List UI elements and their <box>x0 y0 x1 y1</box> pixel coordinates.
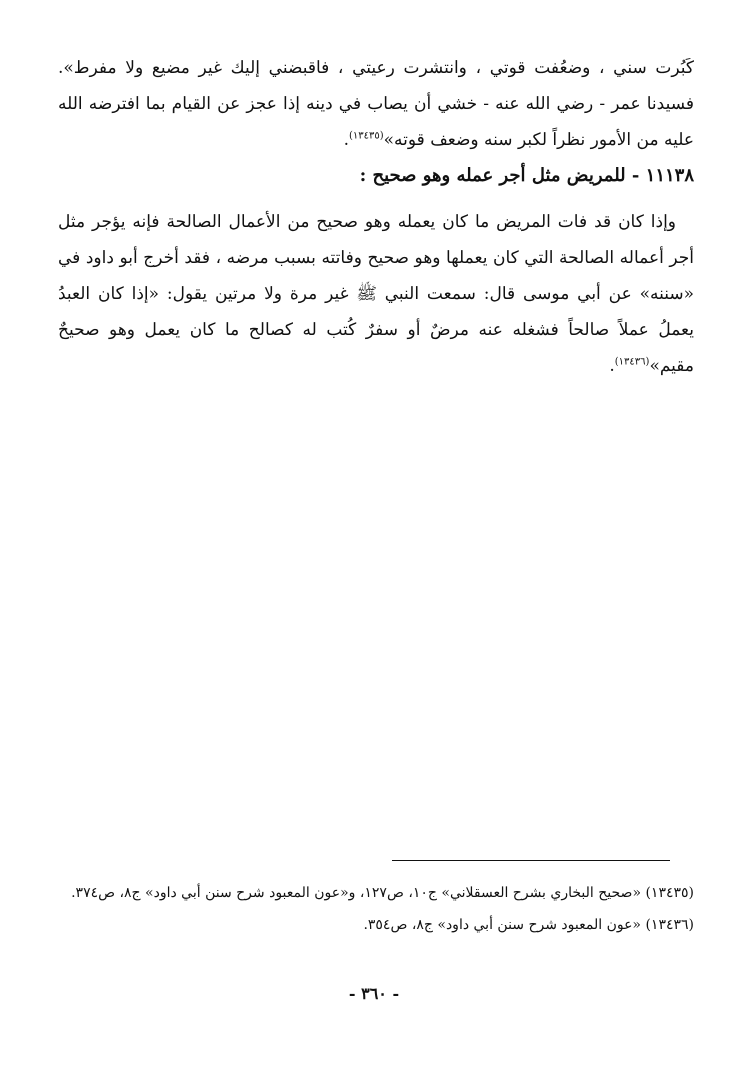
footnote-13436: (١٣٤٣٦) «عون المعبود شرح سنن أبي داود» ج٨، ص٣٥٤. <box>363 917 694 933</box>
footnotes <box>58 878 694 942</box>
section-heading: ١١١٣٨ - للمريض مثل أجر عمله وهو صحيح : <box>359 165 694 186</box>
footnote-ref-13436: (١٣٤٣٦) <box>614 356 650 368</box>
top-paragraph-text: كَبُرت سني ، وضعُفت قوتي ، وانتشرت رعيتي ، فاقبضني إليك غير مضيع ولا مفرط». فسيدنا عمر - رضي الله عنه - خشي أن يصاب في دينه إذا عجز عن القيام بما افترضه الله عليه من الأمور نظراً لكبر سنه وضعف قوته» <box>58 58 694 150</box>
section-paragraph-text: وإذا كان قد فات المريض ما كان يعمله وهو صحيح من الأعمال الصالحة فإنه يؤجر مثل أجر أعماله الصالحة التي كان يعملها وهو صحيح وفاتته بسبب مرضه ، فقد أخرج أبو داود في «سننه» عن أبي موسى قال: سمعت النبي ﷺ غير مرة ولا مرتين يقول: «إذا كان العبدُ يعملُ عملاً صالحاً فشغله عنه مرضٌ أو سفرٌ كُتب له كصالح ما كان يعمل وهو صحيحٌ مقيم» <box>58 212 694 376</box>
section-paragraph-end: . <box>609 356 615 376</box>
footnote-13435: (١٣٤٣٥) «صحيح البخاري بشرح العسقلاني» ج١٠، ص١٢٧، و«عون المعبود شرح سنن أبي داود» ج٨، ص٣٧٤. <box>71 885 694 901</box>
section-paragraph <box>58 204 694 384</box>
top-paragraph <box>58 50 694 158</box>
page-number: - ٣٦٠ - <box>348 984 400 1003</box>
footnote-ref-13435: (١٣٤٣٥) <box>348 130 384 142</box>
footnote-separator <box>392 860 670 861</box>
top-paragraph-end: . <box>343 130 349 150</box>
